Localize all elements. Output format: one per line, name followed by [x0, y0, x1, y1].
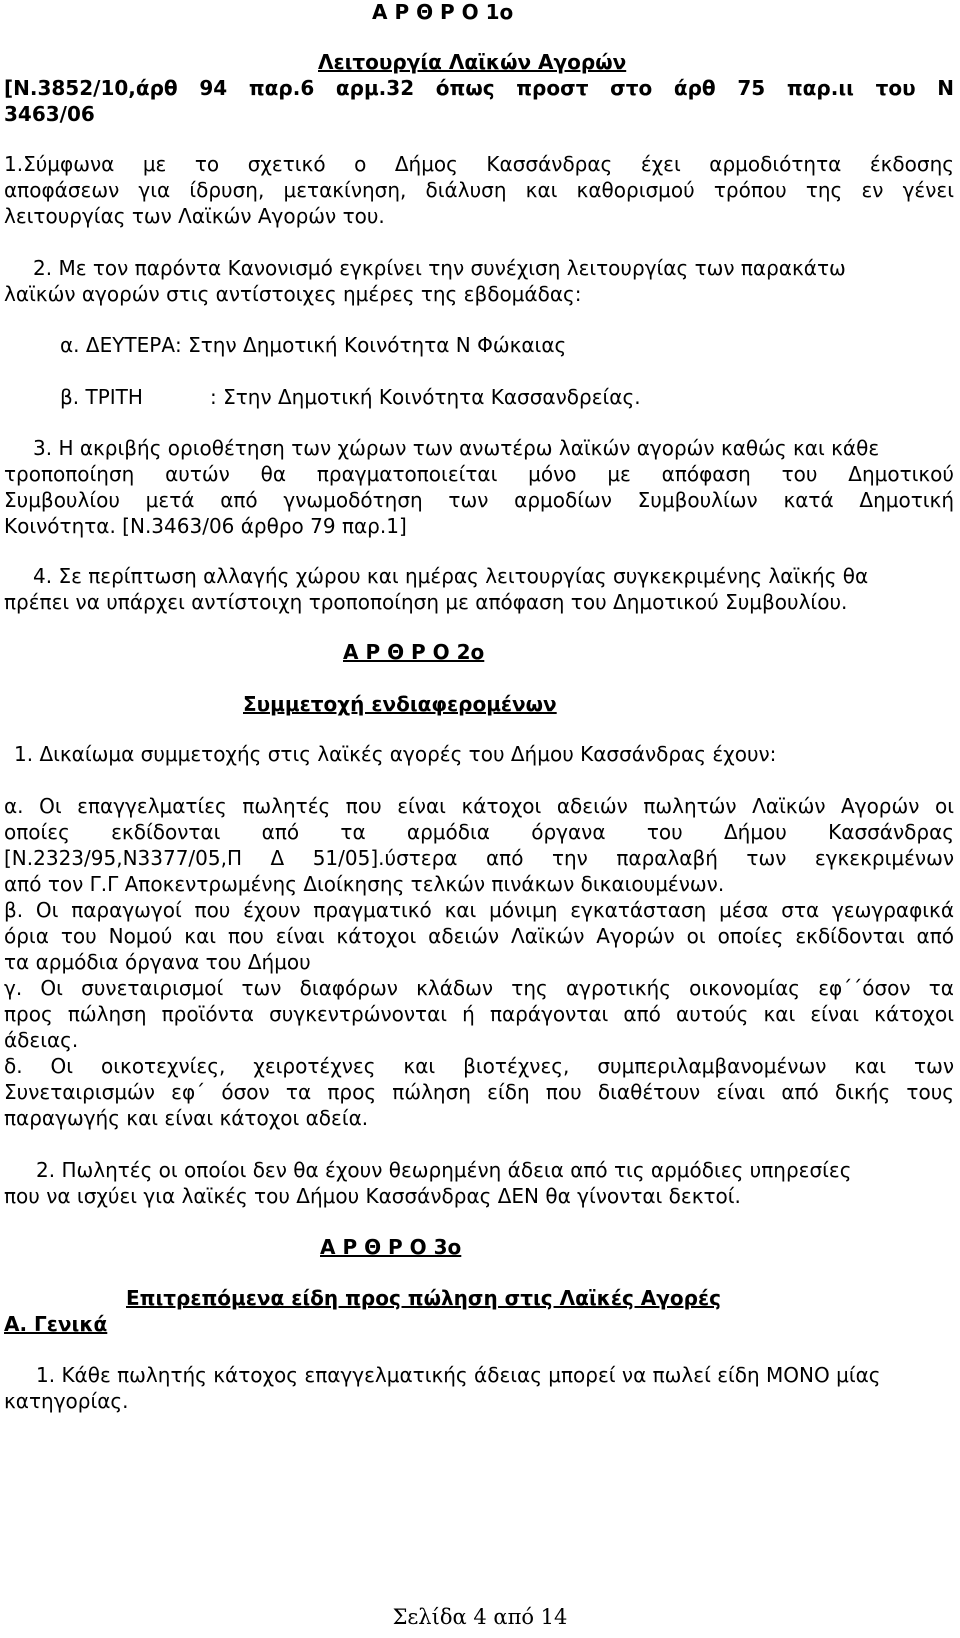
paragraph-line: κατηγορίας. [4, 1389, 129, 1413]
paragraph-line: 4. Σε περίπτωση αλλαγής χώρου και ημέρας λειτουργίας συγκεκριμένης λαϊκής θα [33, 564, 869, 588]
paragraph-line: λαϊκών αγορών στις αντίστοιχες ημέρες της εβδομάδας: [4, 282, 582, 306]
paragraph-line: β. Οι παραγωγοί που έχουν πραγματικό και μόνιμη εγκατάσταση μέσα στα γεωγραφικά [4, 898, 954, 922]
paragraph-line: οποίες εκδίδονται από τα αρμόδια όργανα του Δήμου Κασσάνδρας [4, 820, 954, 844]
article1-title: Λειτουργία Λαϊκών Αγορών [318, 50, 627, 74]
paragraph-line: α. Οι επαγγελματίες πωλητές που είναι κάτοχοι αδειών πωλητών Λαϊκών Αγορών οι [4, 794, 954, 818]
paragraph-line: όρια του Νομού και που είναι κάτοχοι αδειών Λαϊκών Αγορών οι οποίες εκδίδονται από [4, 924, 954, 948]
paragraph-line: προς πώληση προϊόντα συγκεντρώνονται ή παράγονται από αυτούς και είναι κάτοχοι [4, 1002, 954, 1026]
list-item: α. ΔΕΥΤΕΡΑ: Στην Δημοτική Κοινότητα Ν Φώκαιας [60, 333, 567, 357]
paragraph-line: δ. Οι οικοτεχνίες, χειροτέχνες και βιοτέχνες, συμπεριλαμβανομένων και των [4, 1054, 954, 1078]
article3-heading: Α Ρ Θ Ρ Ο 3ο [320, 1235, 462, 1259]
paragraph-line: 2. Με τον παρόντα Κανονισμό εγκρίνει την συνέχιση λειτουργίας των παρακάτω [33, 256, 846, 280]
article1-heading: Α Ρ Θ Ρ Ο 1ο [372, 0, 514, 24]
paragraph-line: 3. Η ακριβής οριοθέτηση των χώρων των ανωτέρω λαϊκών αγορών καθώς και κάθε [33, 436, 880, 460]
paragraph-line: τα αρμόδια όργανα του Δήμου [4, 950, 311, 974]
list-item-label: β. ΤΡΙΤΗ [60, 385, 143, 409]
article2-title: Συμμετοχή ενδιαφερομένων [243, 692, 557, 716]
paragraph-line: γ. Οι συνεταιρισμοί των διαφόρων κλάδων της αγροτικής οικονομίας εφ΄΄όσον τα [4, 976, 954, 1000]
paragraph-line: 2. Πωλητές οι οποίοι δεν θα έχουν θεωρημένη άδεια από τις αρμόδιες υπηρεσίες [36, 1158, 852, 1182]
paragraph-line: [Ν.2323/95,Ν3377/05,Π Δ 51/05].ύστερα από την παραλαβή των εγκεκριμένων [4, 846, 954, 870]
page-number: Σελίδα 4 από 14 [392, 1605, 568, 1629]
article2-heading: Α Ρ Θ Ρ Ο 2ο [343, 640, 485, 664]
paragraph-line: 1. Δικαίωμα συμμετοχής στις λαϊκές αγορές του Δήμου Κασσάνδρας έχουν: [14, 742, 777, 766]
article3-title: Επιτρεπόμενα είδη προς πώληση στις Λαϊκές Αγορές [126, 1286, 721, 1310]
paragraph-line: λειτουργίας των Λαϊκών Αγορών του. [4, 204, 385, 228]
paragraph-line: τροποποίηση αυτών θα πραγματοποιείται μόνο με απόφαση του Δημοτικού [4, 462, 954, 486]
paragraph-line: Συνεταιρισμών εφ΄ όσον τα προς πώληση είδη που διαθέτουν είναι από δικής τους [4, 1080, 954, 1104]
article3-subheading: Α. Γενικά [4, 1312, 108, 1336]
paragraph-line: Συμβουλίου μετά από γνωμοδότηση των αρμοδίων Συμβουλίων κατά Δημοτική [4, 488, 954, 512]
article1-reference-line: 3463/06 [4, 102, 95, 126]
paragraph-line: πρέπει να υπάρχει αντίστοιχη τροποποίηση με απόφαση του Δημοτικού Συμβουλίου. [4, 590, 848, 614]
list-item-text: : Στην Δημοτική Κοινότητα Κασσανδρείας. [210, 385, 641, 409]
paragraph-line: άδειας. [4, 1028, 79, 1052]
paragraph-line: αποφάσεων για ίδρυση, μετακίνηση, διάλυση και καθορισμού τρόπου της εν γένει [4, 178, 954, 202]
paragraph-line: από τον Γ.Γ Αποκεντρωμένης Διοίκησης τελκών πινάκων δικαιουμένων. [4, 872, 725, 896]
paragraph-line: 1. Κάθε πωλητής κάτοχος επαγγελματικής άδειας μπορεί να πωλεί είδη ΜΟΝΟ μίας [36, 1363, 881, 1387]
paragraph-line: παραγωγής και είναι κάτοχοι αδεία. [4, 1106, 369, 1130]
paragraph-line: 1.Σύμφωνα με το σχετικό ο Δήμος Κασσάνδρας έχει αρμοδιότητα έκδοσης [4, 152, 954, 176]
paragraph-line: που να ισχύει για λαϊκές του Δήμου Κασσάνδρας ΔΕΝ θα γίνονται δεκτοί. [4, 1184, 741, 1208]
paragraph-line: Κοινότητα. [Ν.3463/06 άρθρο 79 παρ.1] [4, 514, 407, 538]
article1-reference-line: [Ν.3852/10,άρθ 94 παρ.6 αρμ.32 όπως προστ στο άρθ 75 παρ.ιι του Ν [4, 76, 954, 100]
